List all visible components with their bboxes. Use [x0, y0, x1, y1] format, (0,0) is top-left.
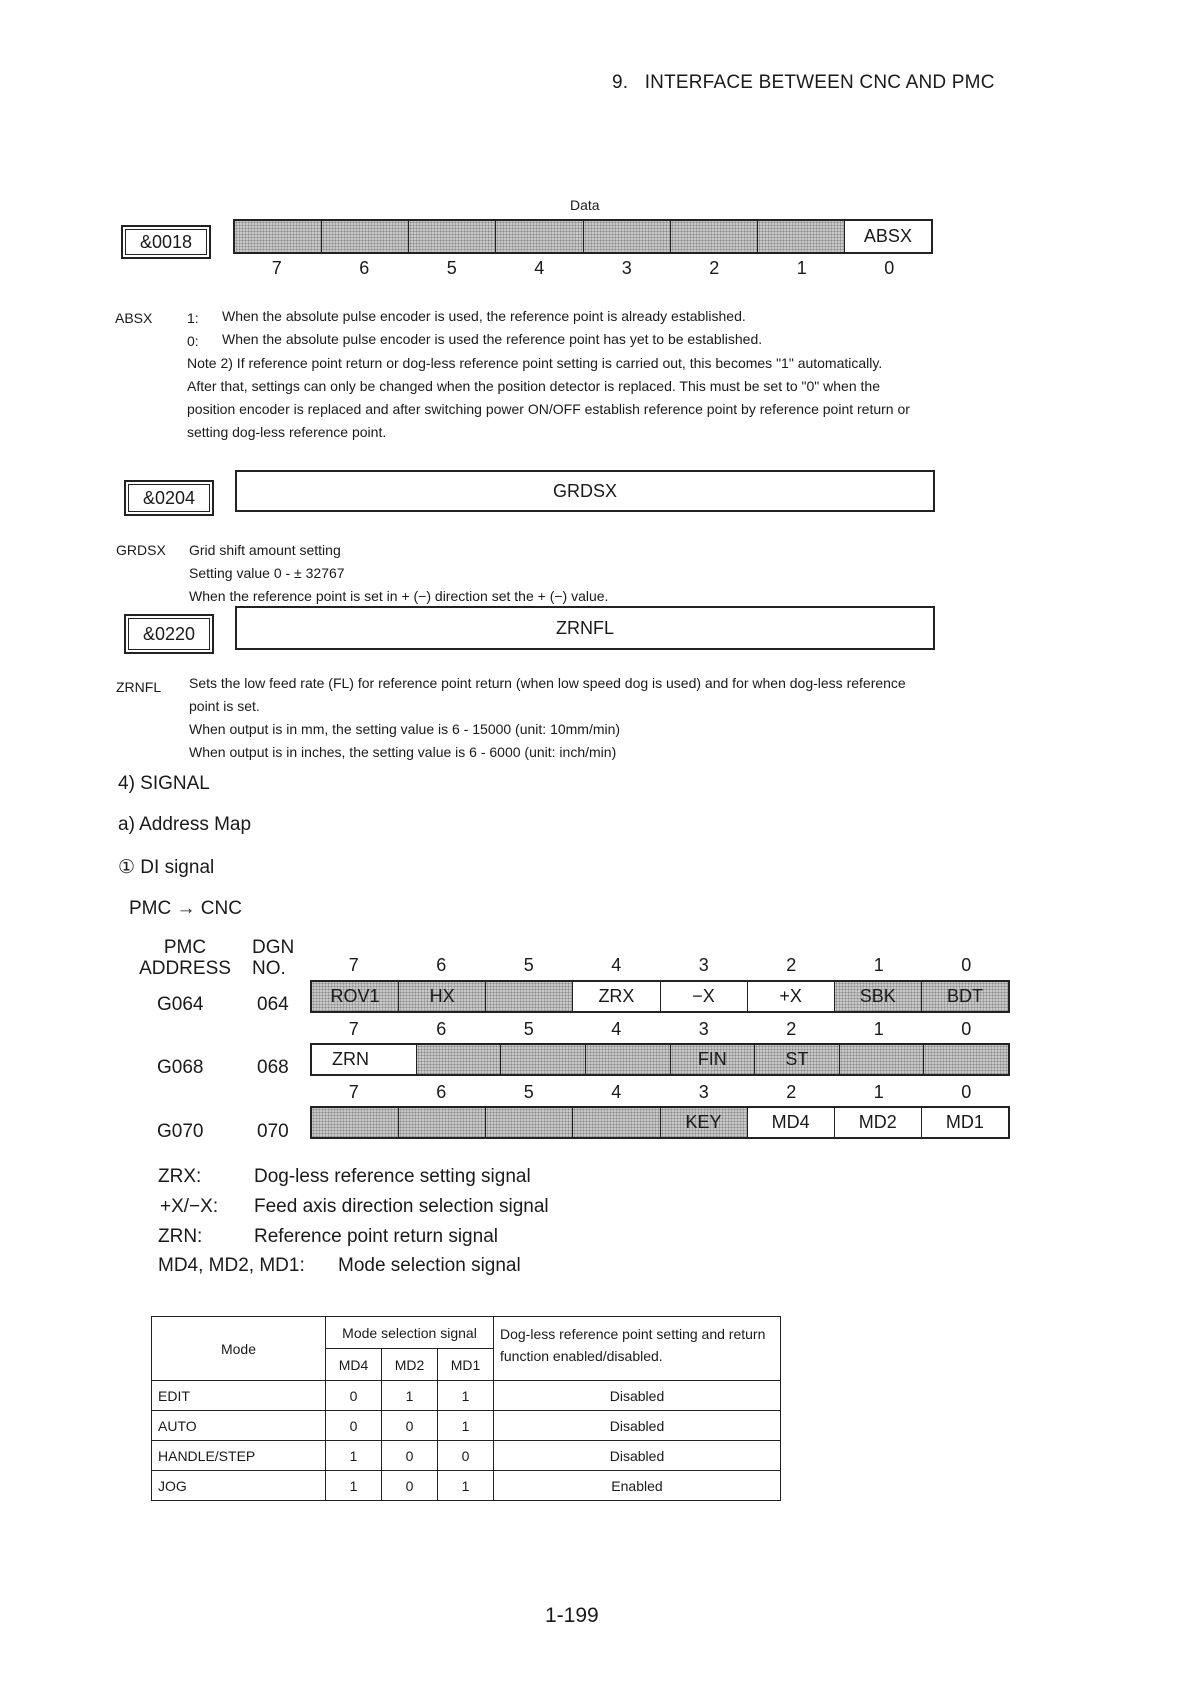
heading-signal: 4) SIGNAL [118, 773, 210, 794]
signal-bit-cell: FIN [671, 1045, 756, 1074]
signal-def-desc: Mode selection signal [338, 1255, 521, 1276]
page-header [612, 72, 995, 94]
bit-number: 1 [873, 1019, 884, 1039]
signal-def-desc: Feed axis direction selection signal [254, 1196, 549, 1217]
status-cell: Disabled [494, 1381, 781, 1411]
signal-bit-numbers [310, 1019, 1010, 1040]
signal-def-key: +X/−X: [160, 1196, 219, 1217]
heading-address-map: a) Address Map [118, 814, 252, 835]
bit-cell [671, 221, 758, 252]
bit-number: 5 [446, 258, 457, 278]
bit-cell [409, 221, 496, 252]
param-0204-field: GRDSX [235, 470, 935, 512]
signal-bit-cell [840, 1045, 925, 1074]
md1-cell: 1 [438, 1381, 494, 1411]
bit-number: 6 [436, 1082, 447, 1102]
bit-number: 4 [611, 1082, 622, 1102]
signal-def-desc: Dog-less reference setting signal [254, 1166, 531, 1187]
desc-line: Sets the low feed rate (FL) for reference point return (when low speed dog is used) and for when dog-less reference [189, 675, 906, 691]
pmc-address: G064 [157, 994, 204, 1015]
dgn-number: 068 [257, 1057, 289, 1078]
desc-line: Setting value 0 - ± 32767 [189, 565, 345, 581]
param-address-0220: &0220 [124, 614, 214, 654]
signal-def-key: ZRN: [158, 1226, 203, 1247]
param-0018-bits [233, 219, 933, 254]
col-header-line: PMC [163, 937, 207, 958]
signal-row-g068 [310, 1043, 1010, 1076]
absx-line2-text: When the absolute pulse encoder is used the reference point has yet to be established. [222, 331, 763, 347]
bit-number: 3 [698, 955, 709, 975]
grdsx-desc-name: GRDSX [116, 542, 166, 558]
absx-desc-name: ABSX [115, 310, 153, 326]
signal-bit-cell: MD1 [945, 1112, 984, 1132]
absx-line1-text: When the absolute pulse encoder is used, the reference point is already established. [222, 308, 746, 324]
mode-cell: AUTO [152, 1411, 326, 1441]
bit-number: 0 [961, 1082, 972, 1102]
signal-bit-cell [312, 1108, 399, 1137]
signal-bit-cell: BDT [922, 982, 1008, 1011]
function-header: Dog-less reference point setting and return function enabled/disabled. [494, 1317, 781, 1381]
md1-cell: 1 [438, 1471, 494, 1501]
bit-number: 1 [796, 258, 807, 278]
signal-bit-cell: SBK [835, 982, 922, 1011]
col-header-line: ADDRESS [139, 958, 231, 979]
signal-def-desc: Reference point return signal [254, 1226, 498, 1247]
signal-row-g070 [310, 1106, 1010, 1139]
table-row [152, 1381, 781, 1411]
md1-cell: 1 [438, 1411, 494, 1441]
col-header-line: NO. [252, 958, 286, 979]
bit-number: 7 [348, 1082, 359, 1102]
bit-number: 5 [523, 955, 534, 975]
signal-bit-numbers [310, 1082, 1010, 1103]
md2-header: MD2 [382, 1349, 438, 1381]
bit-number: 1 [873, 1082, 884, 1102]
table-row [152, 1441, 781, 1471]
bit-number: 5 [523, 1082, 534, 1102]
col-header-pmc-address [135, 937, 235, 979]
signal-bit-cell [501, 1045, 586, 1074]
signal-bit-cell: ZRX [573, 982, 660, 1011]
status-cell: Disabled [494, 1441, 781, 1471]
bit-number: 3 [698, 1019, 709, 1039]
md4-cell: 1 [326, 1441, 382, 1471]
signal-row-g064 [310, 980, 1010, 1013]
md2-cell: 0 [382, 1441, 438, 1471]
signal-bit-cell [924, 1045, 1008, 1074]
bit-number: 5 [523, 1019, 534, 1039]
desc-line: When the reference point is set in + (−) direction set the + (−) value. [189, 588, 609, 604]
mode-table [151, 1316, 781, 1501]
signal-bit-numbers [310, 955, 1010, 976]
md1-cell: 0 [438, 1441, 494, 1471]
signal-def-key: MD4, MD2, MD1: [158, 1255, 305, 1276]
bit-number: 7 [348, 1019, 359, 1039]
heading-direction: PMC → CNC [129, 898, 242, 919]
desc-line: point is set. [189, 698, 260, 714]
md4-cell: 1 [326, 1471, 382, 1501]
md2-cell: 1 [382, 1381, 438, 1411]
pmc-address: G070 [157, 1121, 204, 1142]
bit-number: 2 [709, 258, 720, 278]
bit-cell [235, 221, 322, 252]
note-line: setting dog-less reference point. [187, 424, 387, 440]
bit-cell [584, 221, 671, 252]
md1-header: MD1 [438, 1349, 494, 1381]
signal-def-key: ZRX: [158, 1166, 202, 1187]
note-line: Note 2) If reference point return or dog-less reference point setting is carried out, this becomes "1" automatically. [187, 355, 883, 371]
signal-bit-cell [486, 982, 573, 1011]
bit-number: 6 [436, 1019, 447, 1039]
signal-bit-cell: MD4 [748, 1108, 835, 1137]
mode-cell: JOG [152, 1471, 326, 1501]
table-row [152, 1471, 781, 1501]
absx-line2-key: 0: [187, 333, 199, 349]
pmc-address: G068 [157, 1057, 204, 1078]
mode-cell: HANDLE/STEP [152, 1441, 326, 1471]
col-header-line: DGN [252, 937, 295, 958]
note-line: After that, settings can only be changed when the position detector is replaced. This must be set to "0" when the [187, 378, 880, 394]
bit-number: 2 [786, 1019, 797, 1039]
signal-bit-cell: +X [748, 982, 835, 1011]
signal-bit-cell: −X [661, 982, 748, 1011]
bit-cell [496, 221, 583, 252]
signal-bit-cell: MD2 [835, 1108, 922, 1137]
md2-cell: 0 [382, 1411, 438, 1441]
bit-cell [758, 221, 845, 252]
mode-cell: EDIT [152, 1381, 326, 1411]
md4-cell: 0 [326, 1381, 382, 1411]
bit-number: 3 [621, 258, 632, 278]
heading-di-signal: ① DI signal [118, 857, 215, 878]
data-label: Data [570, 197, 600, 213]
absx-note [187, 352, 1017, 444]
signal-bit-cell: ROV1 [312, 982, 399, 1011]
bit-number: 1 [873, 955, 884, 975]
param-0018-bit-numbers [233, 258, 933, 279]
page-number: 1-199 [545, 1604, 599, 1627]
bit-number: 2 [786, 1082, 797, 1102]
signal-bit-cell: ZRN [312, 1045, 417, 1074]
section-title: INTERFACE BETWEEN CNC AND PMC [644, 72, 995, 93]
dgn-number: 070 [257, 1121, 289, 1142]
zrnfl-desc [189, 672, 1019, 764]
bit-cell [322, 221, 409, 252]
signal-bit-cell: HX [399, 982, 486, 1011]
grdsx-desc [189, 539, 608, 608]
mode-selection-header: Mode selection signal [326, 1317, 494, 1349]
bit-number: 6 [359, 258, 370, 278]
param-address-0204: &0204 [124, 480, 214, 516]
param-0220-field: ZRNFL [235, 606, 935, 650]
bit-number: 4 [611, 1019, 622, 1039]
desc-line: Grid shift amount setting [189, 542, 341, 558]
bit-number: 7 [271, 258, 282, 278]
signal-bit-cell [486, 1108, 573, 1137]
bit-number: 2 [786, 955, 797, 975]
md4-header: MD4 [326, 1349, 382, 1381]
bit-number: 0 [961, 955, 972, 975]
desc-line: When output is in inches, the setting value is 6 - 6000 (unit: inch/min) [189, 744, 617, 760]
section-number: 9. [612, 72, 629, 93]
col-header-dgn-no [252, 937, 294, 979]
signal-bit-cell [399, 1108, 486, 1137]
md4-cell: 0 [326, 1411, 382, 1441]
md2-cell: 0 [382, 1471, 438, 1501]
status-cell: Disabled [494, 1411, 781, 1441]
note-line: position encoder is replaced and after switching power ON/OFF establish reference point by reference point return or [187, 401, 910, 417]
signal-bit-cell: ST [755, 1045, 840, 1074]
table-row [152, 1411, 781, 1441]
param-address-0018: &0018 [121, 225, 211, 259]
signal-bit-cell [417, 1045, 502, 1074]
dgn-number: 064 [257, 994, 289, 1015]
signal-bit-cell [586, 1045, 671, 1074]
bit-number: 3 [698, 1082, 709, 1102]
bit-number: 4 [534, 258, 545, 278]
zrnfl-desc-name: ZRNFL [116, 679, 162, 695]
bit-number: 7 [348, 955, 359, 975]
bit-cell-absx: ABSX [863, 226, 912, 246]
mode-header: Mode [152, 1317, 326, 1381]
signal-bit-cell: KEY [661, 1108, 748, 1137]
bit-number: 4 [611, 955, 622, 975]
absx-line1-key: 1: [187, 310, 199, 326]
signal-bit-cell [573, 1108, 660, 1137]
bit-number: 6 [436, 955, 447, 975]
bit-number: 0 [961, 1019, 972, 1039]
desc-line: When output is in mm, the setting value is 6 - 15000 (unit: 10mm/min) [189, 721, 621, 737]
status-cell: Enabled [494, 1471, 781, 1501]
bit-number: 0 [884, 258, 895, 278]
